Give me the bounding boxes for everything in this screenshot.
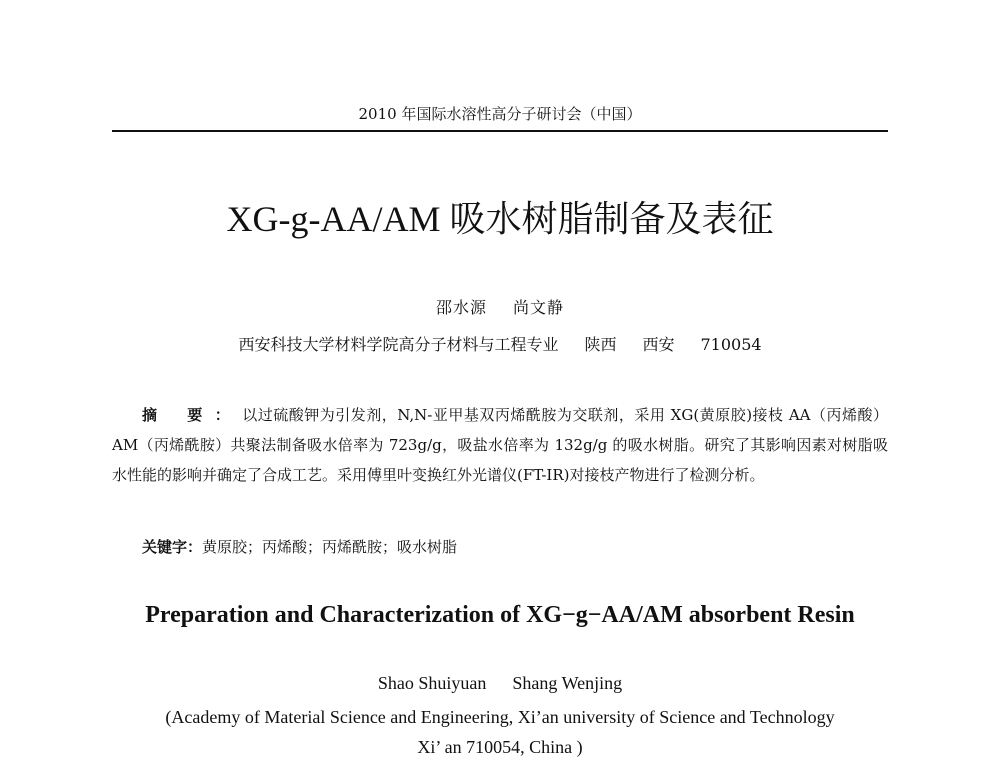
english-title: Preparation and Characterization of XG−g−AA/AM absorbent Resin [145, 602, 855, 628]
abstract [112, 400, 888, 490]
author-list [0, 297, 1000, 319]
keywords [142, 532, 888, 562]
author-name: 尚文静 [513, 298, 565, 317]
abstract-label: 摘 要： [142, 406, 243, 424]
affiliation-postcode: 710054 [700, 335, 762, 354]
english-authors [0, 671, 1000, 695]
affiliation-province: 陕西 [584, 335, 617, 354]
abstract-text: 以过硫酸钾为引发剂，N,N-亚甲基双丙烯酰胺为交联剂，采用 XG(黄原胶)接枝 AA（丙烯酸）AM（丙烯酰胺）共聚法制备吸水倍率为 723g/g，吸盐水倍率为 132g/g 的吸水树脂。研究了其影响因素对树脂吸水性能的影响并确定了合成工艺。采用傅里叶变换红外光谱仪(FT-IR)对接枝产物进行了检测分析。 [112, 406, 888, 484]
english-affiliation [0, 702, 1000, 762]
affiliation-city: 西安 [642, 335, 675, 354]
keywords-text: 黄原胶；丙烯酸；丙烯酰胺；吸水树脂 [202, 538, 458, 556]
header-rule [112, 130, 888, 132]
english-affiliation-line2: Xi’ an 710054, China ) [417, 737, 583, 757]
paper-title: XG-g-AA/AM 吸水树脂制备及表征 [226, 199, 774, 239]
english-affiliation-line1: (Academy of Material Science and Engineering, Xi’an university of Science and Technology [165, 707, 835, 727]
affiliation [0, 333, 1000, 357]
conference-header: 2010 年国际水溶性高分子研讨会（中国） [358, 105, 642, 123]
keywords-label: 关键字： [142, 538, 203, 556]
english-author-name: Shao Shuiyuan [377, 673, 487, 693]
english-author-name: Shang Wenjing [512, 673, 623, 693]
affiliation-school: 西安科技大学材料学院高分子材料与工程专业 [238, 335, 559, 354]
author-name: 邵水源 [435, 298, 487, 317]
